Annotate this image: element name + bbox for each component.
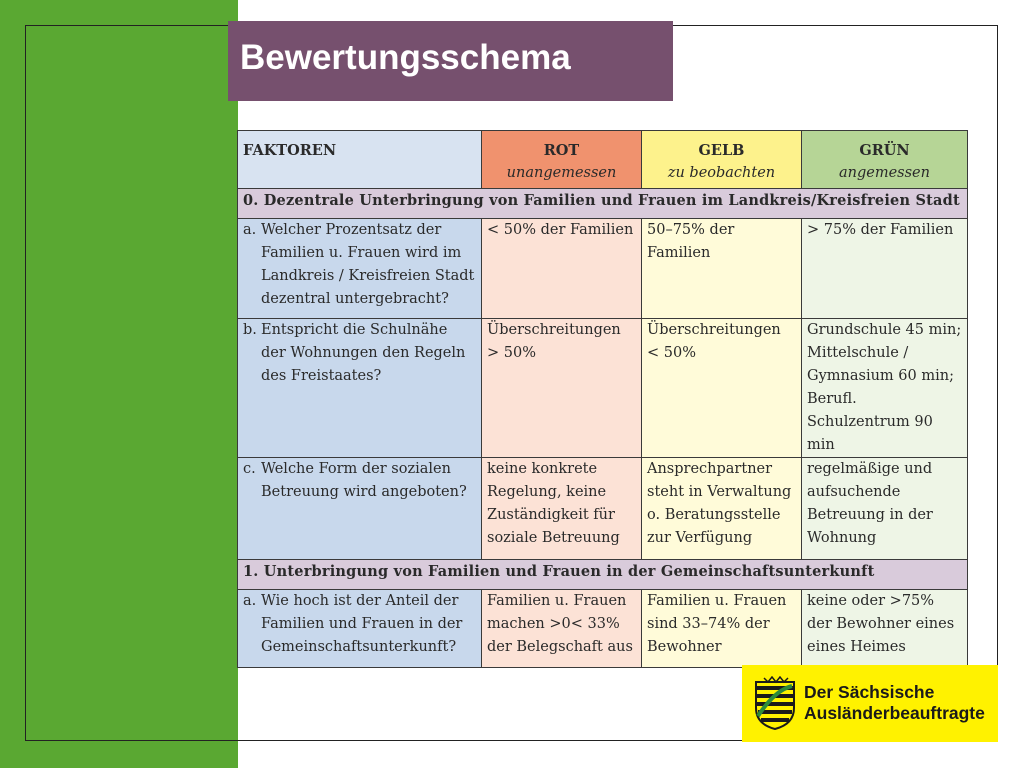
section-heading-0: 0. Dezentrale Unterbringung von Familien und Frauen im Landkreis/Kreisfreien Stadt	[238, 189, 968, 219]
table-row-c	[238, 458, 968, 560]
factor-letter-1a: a.	[243, 593, 257, 609]
rot-cell-b: Überschreitungen > 50%	[482, 319, 642, 458]
section-row-1	[238, 560, 968, 590]
header-gelb-label: GELB	[698, 142, 745, 159]
factor-question-a: Welcher Prozentsatz der Familien u. Frauen wird im Landkreis / Kreisfreien Stadt dezentral untergebracht?	[261, 222, 475, 307]
logo-line-1: Der Sächsische	[804, 682, 935, 702]
assessment-table	[237, 130, 968, 668]
header-rot-label: ROT	[543, 142, 580, 159]
header-rot	[482, 131, 642, 189]
rot-cell-c: keine konkrete Regelung, keine Zuständigkeit für soziale Betreuung	[482, 458, 642, 560]
gelb-cell-a: 50–75% der Familien	[642, 219, 802, 319]
factor-cell-a	[238, 219, 482, 319]
gelb-cell-1a: Familien u. Frauen sind 33–74% der Bewohner	[642, 590, 802, 668]
header-gelb	[642, 131, 802, 189]
logo-text	[804, 682, 985, 724]
section-row-0	[238, 189, 968, 219]
factor-cell-c	[238, 458, 482, 560]
table-row-b	[238, 319, 968, 458]
factor-letter-a: a.	[243, 222, 257, 238]
gruen-cell-a: > 75% der Familien	[802, 219, 968, 319]
table-row-a	[238, 219, 968, 319]
saxony-coat-of-arms-icon	[754, 676, 796, 731]
header-gruen	[802, 131, 968, 189]
factor-letter-b: b.	[243, 322, 257, 338]
table-header-row	[238, 131, 968, 189]
slide-title: Bewertungsschema	[240, 38, 571, 77]
gelb-cell-c: Ansprechpartner steht in Verwaltung o. Beratungsstelle zur Verfügung	[642, 458, 802, 560]
factor-letter-c: c.	[243, 461, 256, 477]
gruen-cell-c: regelmäßige und aufsuchende Betreuung in der Wohnung	[802, 458, 968, 560]
rot-cell-a: < 50% der Familien	[482, 219, 642, 319]
factor-question-c: Welche Form der sozialen Betreuung wird angeboten?	[261, 461, 467, 500]
saxony-logo	[742, 665, 998, 742]
factor-cell-1a	[238, 590, 482, 668]
gruen-cell-b: Grundschule 45 min; Mittelschule / Gymnasium 60 min; Berufl. Schulzentrum 90 min	[802, 319, 968, 458]
header-gelb-sub: zu beobachten	[667, 165, 776, 181]
factor-cell-b	[238, 319, 482, 458]
gruen-cell-1a: keine oder >75% der Bewohner eines eines Heimes	[802, 590, 968, 668]
header-gruen-sub: angemessen	[839, 165, 930, 181]
gelb-cell-b: Überschreitungen < 50%	[642, 319, 802, 458]
title-box	[228, 21, 673, 101]
rot-cell-1a: Familien u. Frauen machen >0< 33% der Belegschaft aus	[482, 590, 642, 668]
logo-line-2: Ausländerbeauftragte	[804, 703, 985, 723]
header-gruen-label: GRÜN	[859, 142, 910, 159]
header-faktoren: FAKTOREN	[238, 131, 482, 189]
section-heading-1: 1. Unterbringung von Familien und Frauen in der Gemeinschaftsunterkunft	[238, 560, 968, 590]
table-row-1a	[238, 590, 968, 668]
factor-question-b: Entspricht die Schulnähe der Wohnungen den Regeln des Freistaates?	[261, 322, 466, 384]
factor-question-1a: Wie hoch ist der Anteil der Familien und Frauen in der Gemeinschaftsunterkunft?	[261, 593, 463, 655]
header-rot-sub: unangemessen	[506, 165, 617, 181]
